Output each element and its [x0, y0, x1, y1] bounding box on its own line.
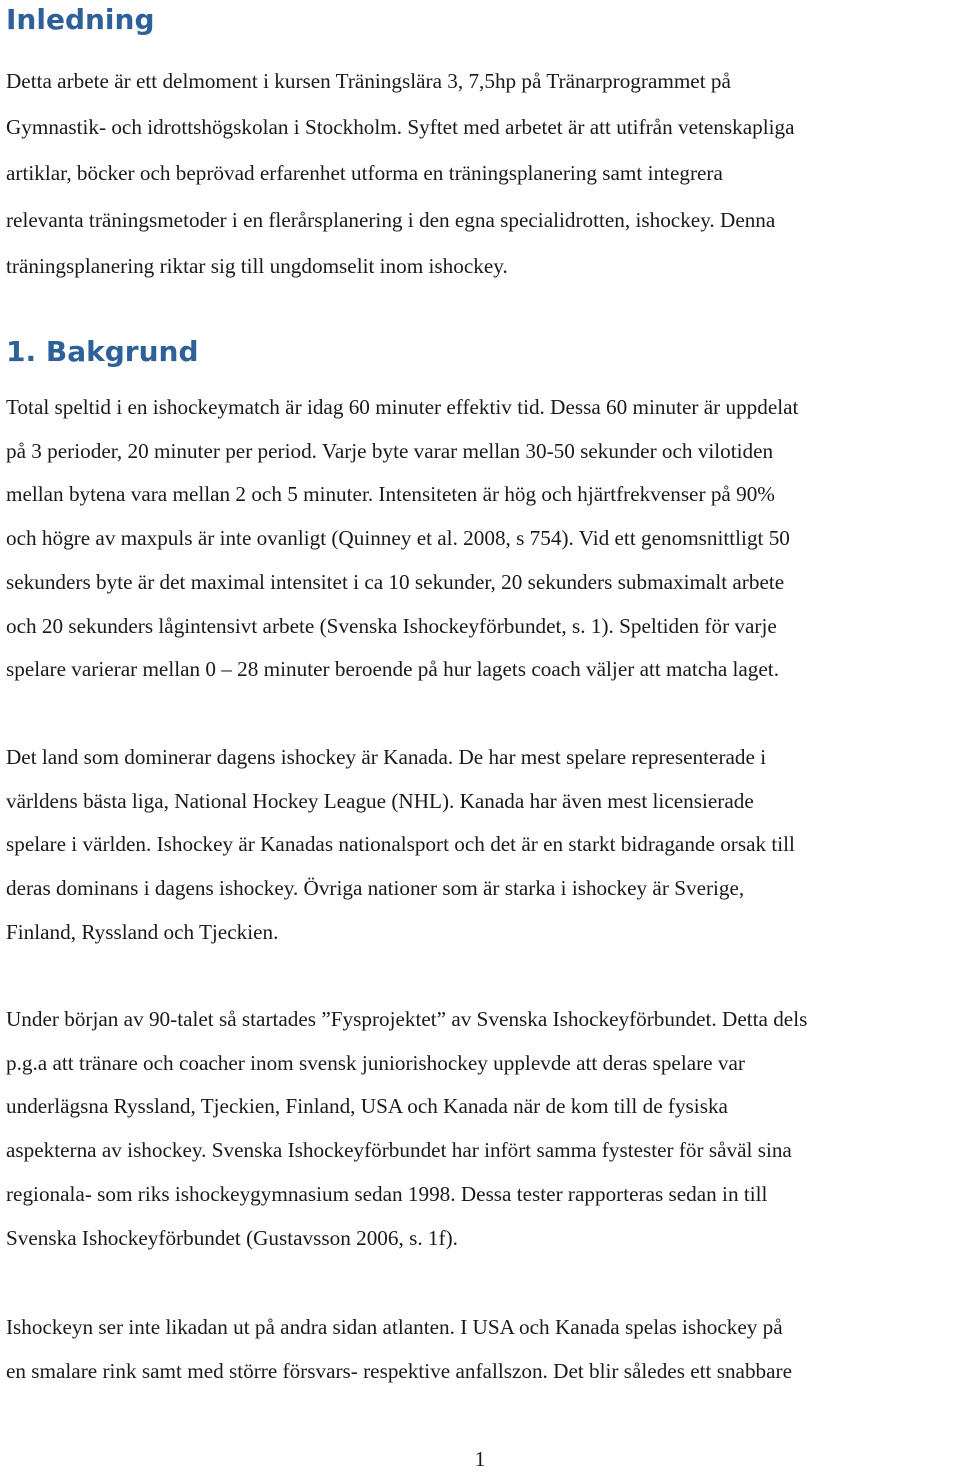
text-line: spelare varierar mellan 0 – 28 minuter beroende på hur lagets coach väljer att matcha laget.: [6, 657, 779, 682]
text-line: sekunders byte är det maximal intensitet i ca 10 sekunder, 20 sekunders submaximalt arbete: [6, 569, 785, 594]
paragraph-speltid: [6, 386, 960, 692]
text-line: Detta arbete är ett delmoment i kursen Träningslära 3, 7,5hp på Tränarprogrammet på: [6, 69, 731, 93]
text-line: Ishockeyn ser inte likadan ut på andra sidan atlanten. I USA och Kanada spelas ishockey på: [6, 1315, 783, 1339]
text-line: träningsplanering riktar sig till ungdomselit inom ishockey.: [6, 253, 508, 278]
section-heading-bakgrund: 1. Bakgrund: [6, 335, 199, 368]
paragraph-intro: [6, 58, 960, 289]
text-line: relevanta träningsmetoder i en flerårsplanering i den egna specialidrotten, ishockey. Denna: [6, 207, 776, 232]
text-line: artiklar, böcker och beprövad erfarenhet utforma en träningsplanering samt integrera: [6, 161, 723, 186]
text-line: på 3 perioder, 20 minuter per period. Varje byte varar mellan 30-50 sekunder och vilotiden: [6, 438, 774, 463]
text-line: Svenska Ishockeyförbundet (Gustavsson 2006, s. 1f).: [6, 1225, 458, 1250]
text-line: mellan bytena vara mellan 2 och 5 minuter. Intensiteten är hög och hjärtfrekvenser på 90%: [6, 482, 775, 507]
text-line: p.g.a att tränare och coacher inom svensk juniorishockey upplevde att deras spelare var: [6, 1050, 745, 1075]
text-line: Finland, Ryssland och Tjeckien.: [6, 919, 279, 944]
text-line: spelare i världen. Ishockey är Kanadas nationalsport och det är en starkt bidragande orsak till: [6, 832, 795, 857]
text-line: Gymnastik- och idrottshögskolan i Stockholm. Syftet med arbetet är att utifrån vetenskapliga: [6, 115, 795, 140]
paragraph-kanada: [6, 736, 960, 955]
text-line: Total speltid i en ishockeymatch är idag 60 minuter effektiv tid. Dessa 60 minuter är uppdelat: [6, 395, 799, 419]
text-line: världens bästa liga, National Hockey League (NHL). Kanada har även mest licensierade: [6, 788, 754, 813]
text-line: en smalare rink samt med större försvars- respektive anfallszon. Det blir således ett snabbare: [6, 1358, 793, 1383]
page-number: 1: [474, 1447, 486, 1471]
text-line: underlägsna Ryssland, Tjeckien, Finland, USA och Kanada när de kom till de fysiska: [6, 1094, 728, 1119]
text-line: Det land som dominerar dagens ishockey är Kanada. De har mest spelare representerade i: [6, 745, 767, 769]
text-line: och 20 sekunders lågintensivt arbete (Svenska Ishockeyförbundet, s. 1). Speltiden för varje: [6, 613, 777, 638]
section-heading-inledning: Inledning: [6, 3, 155, 36]
text-line: aspekterna av ishockey. Svenska Ishockeyförbundet har infört samma fystester för såväl sina: [6, 1138, 792, 1163]
text-line: och högre av maxpuls är inte ovanligt (Quinney et al. 2008, s 754). Vid ett genomsnittligt 50: [6, 526, 790, 551]
text-line: regionala- som riks ishockeygymnasium sedan 1998. Dessa tester rapporteras sedan in till: [6, 1181, 768, 1206]
text-line: deras dominans i dagens ishockey. Övriga nationer som är starka i ishockey är Sverige,: [6, 876, 745, 901]
paragraph-usa-kanada: [6, 1306, 960, 1393]
text-line: Under början av 90-talet så startades ”Fysprojektet” av Svenska Ishockeyförbundet. Detta dels: [6, 1007, 808, 1031]
paragraph-fysprojektet: [6, 998, 960, 1260]
